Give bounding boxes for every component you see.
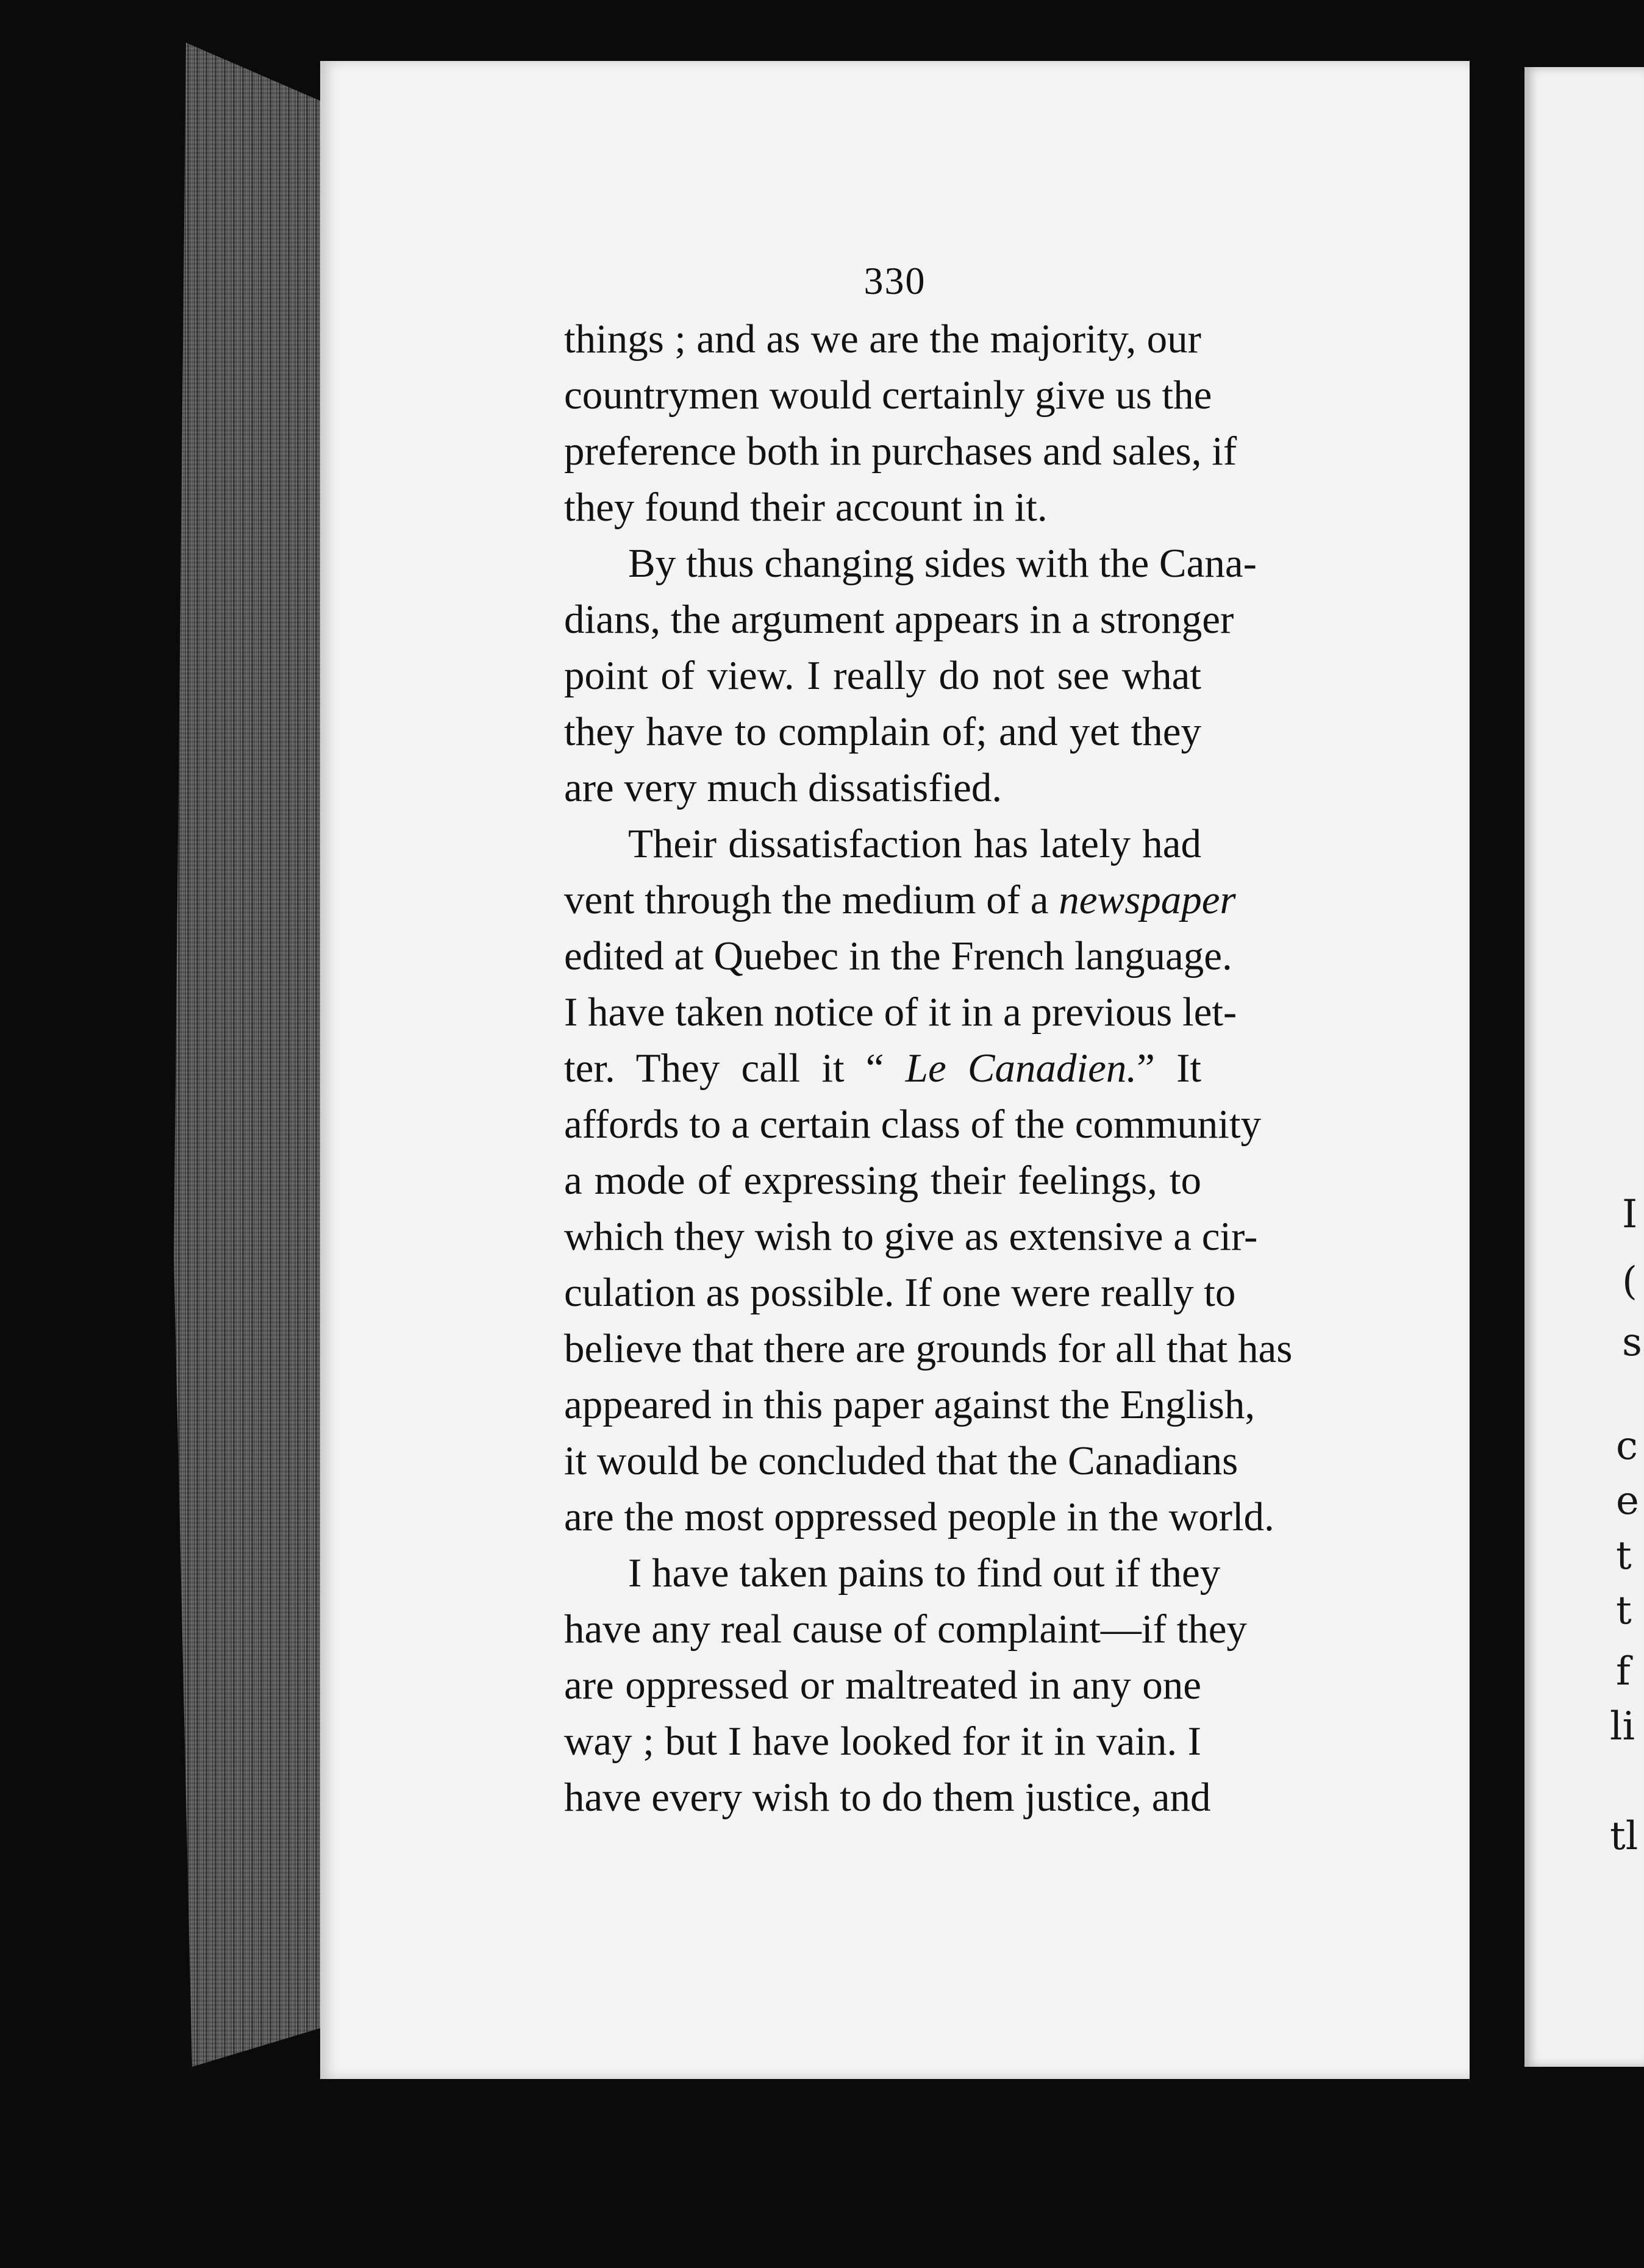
text-line: way ; but I have looked for it in vain. I (564, 1719, 1201, 1764)
facing-page (1524, 67, 1644, 2067)
facing-page-fragment: f (1616, 1649, 1631, 1694)
text-line: By thus changing sides with the Cana- (628, 541, 1257, 586)
text-line (564, 872, 1236, 928)
text-line: Their dissatisfaction has lately had (628, 821, 1201, 866)
text-line: appeared in this paper against the English, (564, 1382, 1256, 1427)
text-block (564, 256, 1293, 1825)
text-line: edited at Quebec in the French language. (564, 933, 1232, 979)
text-line: are very much dissatisfied. (564, 765, 1002, 810)
facing-page-fragment: I (1622, 1192, 1638, 1237)
text-line: it would be concluded that the Canadians (564, 1438, 1238, 1483)
italic-text: Le Canadien. (905, 1046, 1137, 1091)
text-line: preference both in purchases and sales, if (564, 429, 1237, 474)
text-line: countrymen would certainly give us the (564, 373, 1212, 418)
text-line: have every wish to do them justice, and (564, 1775, 1211, 1820)
text-line: which they wish to give as extensive a cir- (564, 1214, 1258, 1259)
text-line: culation as possible. If one were really to (564, 1270, 1236, 1315)
facing-page-fragment: t (1616, 1588, 1632, 1633)
text-line: point of view. I really do not see what (564, 653, 1201, 698)
facing-page-fragment: li (1610, 1704, 1635, 1749)
italic-text: newspaper (1059, 877, 1236, 922)
text-line: affords to a certain class of the community (564, 1102, 1261, 1147)
body-text (564, 311, 1293, 1825)
text-line: I have taken notice of it in a previous let- (564, 990, 1237, 1035)
facing-page-fragment: t (1616, 1533, 1632, 1578)
text-segment: ter. They call it “ (564, 1046, 906, 1091)
facing-page-fragment: ( (1622, 1259, 1637, 1304)
text-line (564, 1040, 1201, 1096)
facing-page-fragment: e (1616, 1478, 1639, 1524)
text-line: have any real cause of complaint—if they (564, 1606, 1247, 1652)
facing-page-fragment: c (1616, 1424, 1638, 1469)
page-edges (174, 43, 326, 2067)
facing-page-fragment: tl (1610, 1814, 1639, 1859)
text-line: things ; and as we are the majority, our (564, 316, 1201, 362)
text-line: they found their account in it. (564, 485, 1048, 530)
facing-page-fragment: s (1622, 1320, 1642, 1365)
text-segment: vent through the medium of a (564, 877, 1059, 922)
text-segment: ” It (1137, 1046, 1202, 1091)
page-number: 330 (863, 259, 926, 302)
text-line: are oppressed or maltreated in any one (564, 1663, 1201, 1708)
text-line: believe that there are grounds for all that has (564, 1326, 1293, 1371)
text-line: dians, the argument appears in a stronger (564, 597, 1234, 642)
text-line: they have to complain of; and yet they (564, 709, 1201, 754)
book-page (320, 61, 1470, 2079)
text-line: I have taken pains to find out if they (628, 1550, 1221, 1596)
text-line: a mode of expressing their feelings, to (564, 1158, 1201, 1203)
text-line: are the most oppressed people in the world. (564, 1494, 1274, 1539)
